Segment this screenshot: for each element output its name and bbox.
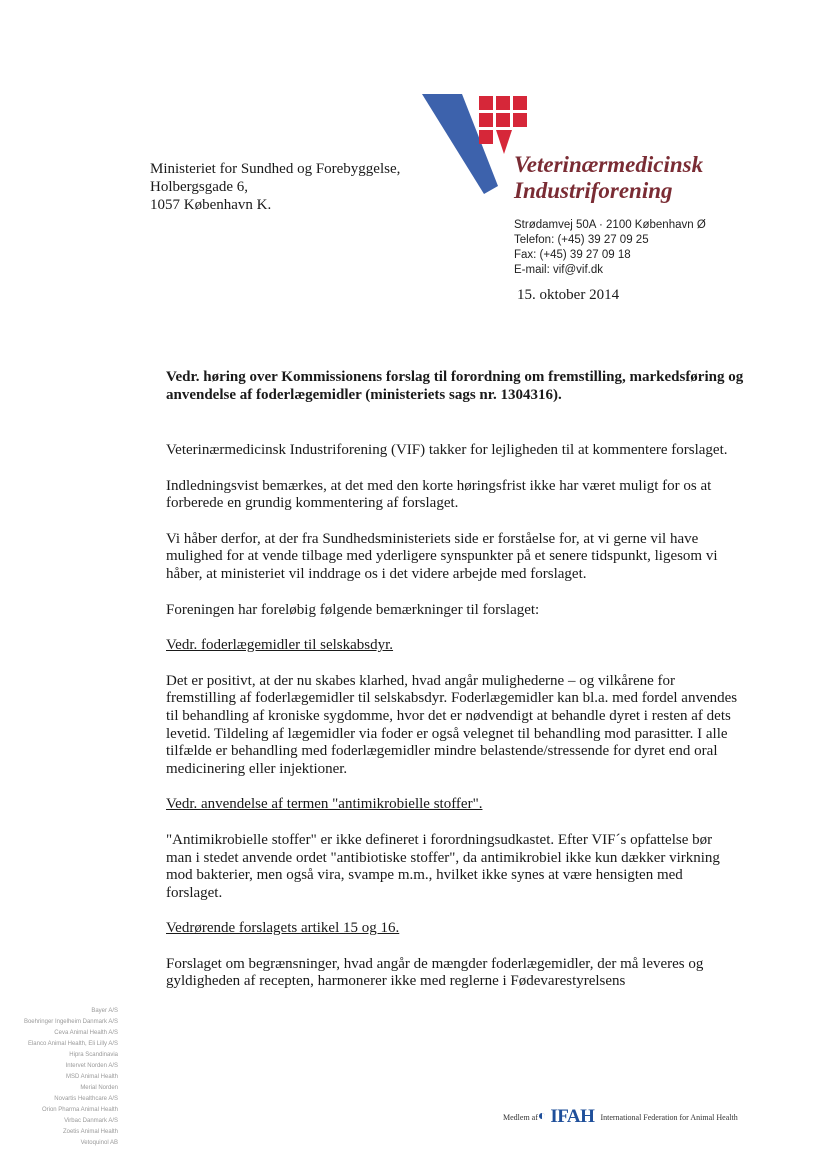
member: Elanco Animal Health, Eli Lilly A/S [27,1041,118,1047]
member-list [8,1006,118,1149]
member: Vetoquinol AB [80,1140,118,1146]
member: MSD Animal Health [65,1074,118,1080]
organization-name: Veterinærmedicinsk Industriforening [514,152,704,203]
address: Strødamvej 50A · 2100 København Ø [514,219,706,231]
recipient-address: Ministeriet for Sundhed og Forebyggelse, Holbergsgade 6, 1057 København K. [150,161,401,213]
letter-body [166,442,741,1009]
paragraph: Det er positivt, at der nu skabes klarhed, hvad angår mulighederne – og vilkårene for fremstilling af foderlægemidler til selskabsdyr. Foderlægemidler kan bl.a. med fordel anvendes til behandling af kroniske sygdomme, hvor det er nødvendigt at behandle dyret i resten af dets levetid. Tildeling af lægemidler via foder er også velegnet til behandling mod parasitter. I alle tilfælde er behandling med foderlægemidler mindre belastende/stressende for dyret end oral medicinering eller injektioner. [166,672,738,777]
letter-date: 15. oktober 2014 [517,287,620,303]
member: Boehringer Ingelheim Danmark A/S [23,1019,118,1025]
member: Virbac Danmark A/S [64,1118,118,1124]
member: Hipra Scandinavia [69,1052,118,1058]
paragraph: Veterinærmedicinsk Industriforening (VIF) takker for lejligheden til at kommentere forslaget. [166,442,728,458]
member: Bayer A/S [91,1008,118,1014]
ifah-logo: IFAH [550,1106,595,1127]
footer [503,1106,738,1128]
section-heading: Vedr. anvendelse af termen "antimikrobielle stoffer". [166,796,483,813]
ifah-logo-icon: ◐ [537,1109,547,1124]
contact-info [514,218,706,278]
member: Intervet Norden A/S [65,1063,118,1069]
paragraph: "Antimikrobielle stoffer" er ikke defineret i forordningsudkastet. Efter VIF´s opfattelse bør man i stedet anvende ordet "antibiotiske stoffer", da antimikrobiel ikke kun dækker virkning mod bakterier, men også vira, svampe m.m., hvilket ikke synes at være hensigten med forslaget. [166,831,720,901]
section-heading: Vedr. foderlægemidler til selskabsdyr. [166,637,394,654]
email: E-mail: vif@vif.dk [514,264,603,276]
section-heading: Vedrørende forslagets artikel 15 og 16. [166,920,400,937]
paragraph: Forslaget om begrænsninger, hvad angår de mængder foderlægemidler, der må leveres og gyldigheden af recepten, harmonerer ikke med reglerne i Fødevarestyrelsens [166,955,704,990]
phone: Telefon: (+45) 39 27 09 25 [514,234,649,246]
paragraph: Vi håber derfor, at der fra Sundhedsministeriets side er forståelse for, at vi gerne vil have mulighed for at vende tilbage med yderligere synspunkter på et senere tidspunkt, ligesom vi håber, at ministeriet vil inddrage os i det videre arbejde med forslaget. [166,530,718,582]
member: Zoetis Animal Health [62,1129,118,1135]
member-of-label: Medlem af [503,1112,538,1122]
paragraph: Foreningen har foreløbig følgende bemærkninger til forslaget: [166,601,540,618]
member: Novartis Healthcare A/S [54,1096,118,1102]
member: Orion Pharma Animal Health [41,1107,118,1113]
ifah-full-name: International Federation for Animal Health [600,1112,738,1122]
fax: Fax: (+45) 39 27 09 18 [514,249,631,261]
member: Ceva Animal Health A/S [54,1030,118,1036]
member: Merial Norden [80,1085,118,1091]
subject-line: Vedr. høring over Kommissionens forslag til forordning om fremstilling, markedsføring og anvendelse af foderlægemidler (ministeriets sags nr. 1304316). [166,369,744,403]
paragraph: Indledningsvist bemærkes, at det med den korte høringsfrist ikke har været muligt for os at forberede en grundig kommentering af forslaget. [166,477,712,512]
